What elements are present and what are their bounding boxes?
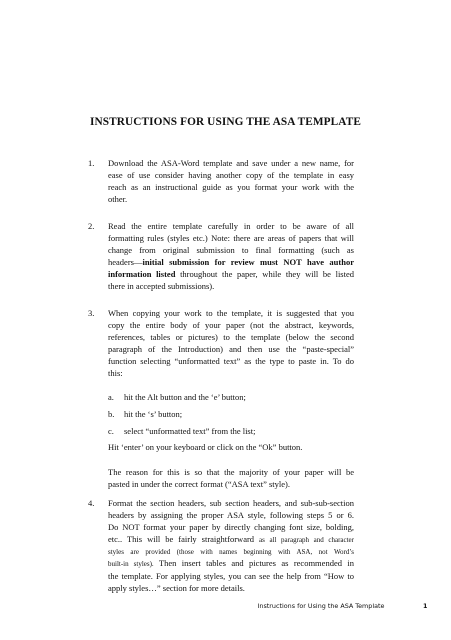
bold-text: information listed (108, 269, 176, 280)
text-line: paragraph of the Introduction) and then use the “paste-special” (108, 344, 354, 355)
list-number: 2. (88, 221, 95, 231)
text-line: headers by assigning the proper ASA style, following steps 5 or 6. (108, 510, 354, 521)
text-line: formatting rules (styles etc.) Note: there are areas of papers that will (108, 233, 354, 244)
sub-step-text: select “unformatted text” from the list; (124, 426, 256, 436)
sub-step-letter: c. (108, 426, 114, 436)
list-item-3 (88, 307, 354, 380)
sub-step-b (108, 408, 183, 420)
text-line: change from original submission to final formatting (such as (108, 245, 354, 256)
text-line: this: (108, 368, 123, 379)
text-line: Do NOT format your paper by directly changing font size, bolding, (108, 522, 354, 533)
text-line (108, 533, 354, 545)
footer-title: Instructions for Using the ASA Template (257, 602, 385, 610)
list-number: 4. (88, 498, 95, 508)
list-item-1 (88, 157, 354, 205)
list-item-2 (88, 220, 354, 293)
text-line: The reason for this is so that the majority of your paper will be (108, 467, 354, 477)
text-segment: headers— (108, 257, 143, 268)
sub-step-text: hit the ‘s’ button; (124, 409, 183, 419)
small-text: styles are provided (those with names beginning with ASA, not Word’s (108, 548, 354, 557)
sub-step-text: hit the Alt button and the ‘e’ button; (124, 392, 246, 402)
sub-step-letter: a. (108, 392, 114, 402)
text-line: When copying your work to the template, it is suggested that you (108, 308, 354, 318)
small-text: built-in styles). (108, 560, 154, 569)
page-title: INSTRUCTIONS FOR USING THE ASA TEMPLATE (89, 116, 361, 128)
text-line: reach as an instructional guide as you format your work with the (108, 182, 354, 193)
small-text: as all paragraph and character (259, 536, 354, 545)
bold-text: initial submission for review must NOT have author (142, 257, 354, 268)
text-line: Download the ASA-Word template and save under a new name, for (108, 158, 354, 168)
text-line: there in accepted submissions). (108, 281, 215, 292)
list-item-4 (88, 497, 354, 594)
list-number: 3. (88, 308, 95, 318)
text-line: Read the entire template carefully in order to be aware of all (108, 221, 354, 231)
page-number: 1 (423, 602, 428, 610)
text-segment: throughout the paper, while they will be listed (175, 269, 354, 280)
text-line: copy the entire body of your paper (not the abstract, keywords, (108, 320, 354, 331)
text-line: ease of use consider having another copy of the template in easy (108, 170, 354, 181)
sub-step-letter: b. (108, 409, 115, 419)
text-line (108, 268, 354, 280)
text-line: apply styles…” section for more details. (108, 582, 245, 593)
text-segment: etc.. This will be fairly straightforward (108, 534, 260, 545)
list-number: 1. (88, 158, 95, 168)
text-line (108, 557, 354, 569)
text-line (108, 256, 354, 268)
text-line: pasted in under the correct format (“ASA text” style). (108, 479, 290, 490)
text-line: the template. For applying styles, you can see the help from “How to (108, 570, 354, 581)
text-line: references, tables or pictures) to the template (below the second (108, 332, 354, 343)
text-line (108, 545, 354, 557)
sub-step-a (108, 391, 246, 403)
sub-step-c (108, 425, 256, 437)
text-line: other. (108, 194, 128, 205)
text-line: function selecting “unformatted text” as the type to paste in. To do (108, 356, 354, 367)
text-line: Format the section headers, sub section headers, and sub-sub-section (108, 498, 354, 508)
hit-enter-instruction: Hit ‘enter’ on your keyboard or click on the “Ok” button. (108, 442, 303, 452)
text-segment: Then insert tables and pictures as recommended in (153, 558, 354, 569)
reason-paragraph (108, 466, 354, 490)
